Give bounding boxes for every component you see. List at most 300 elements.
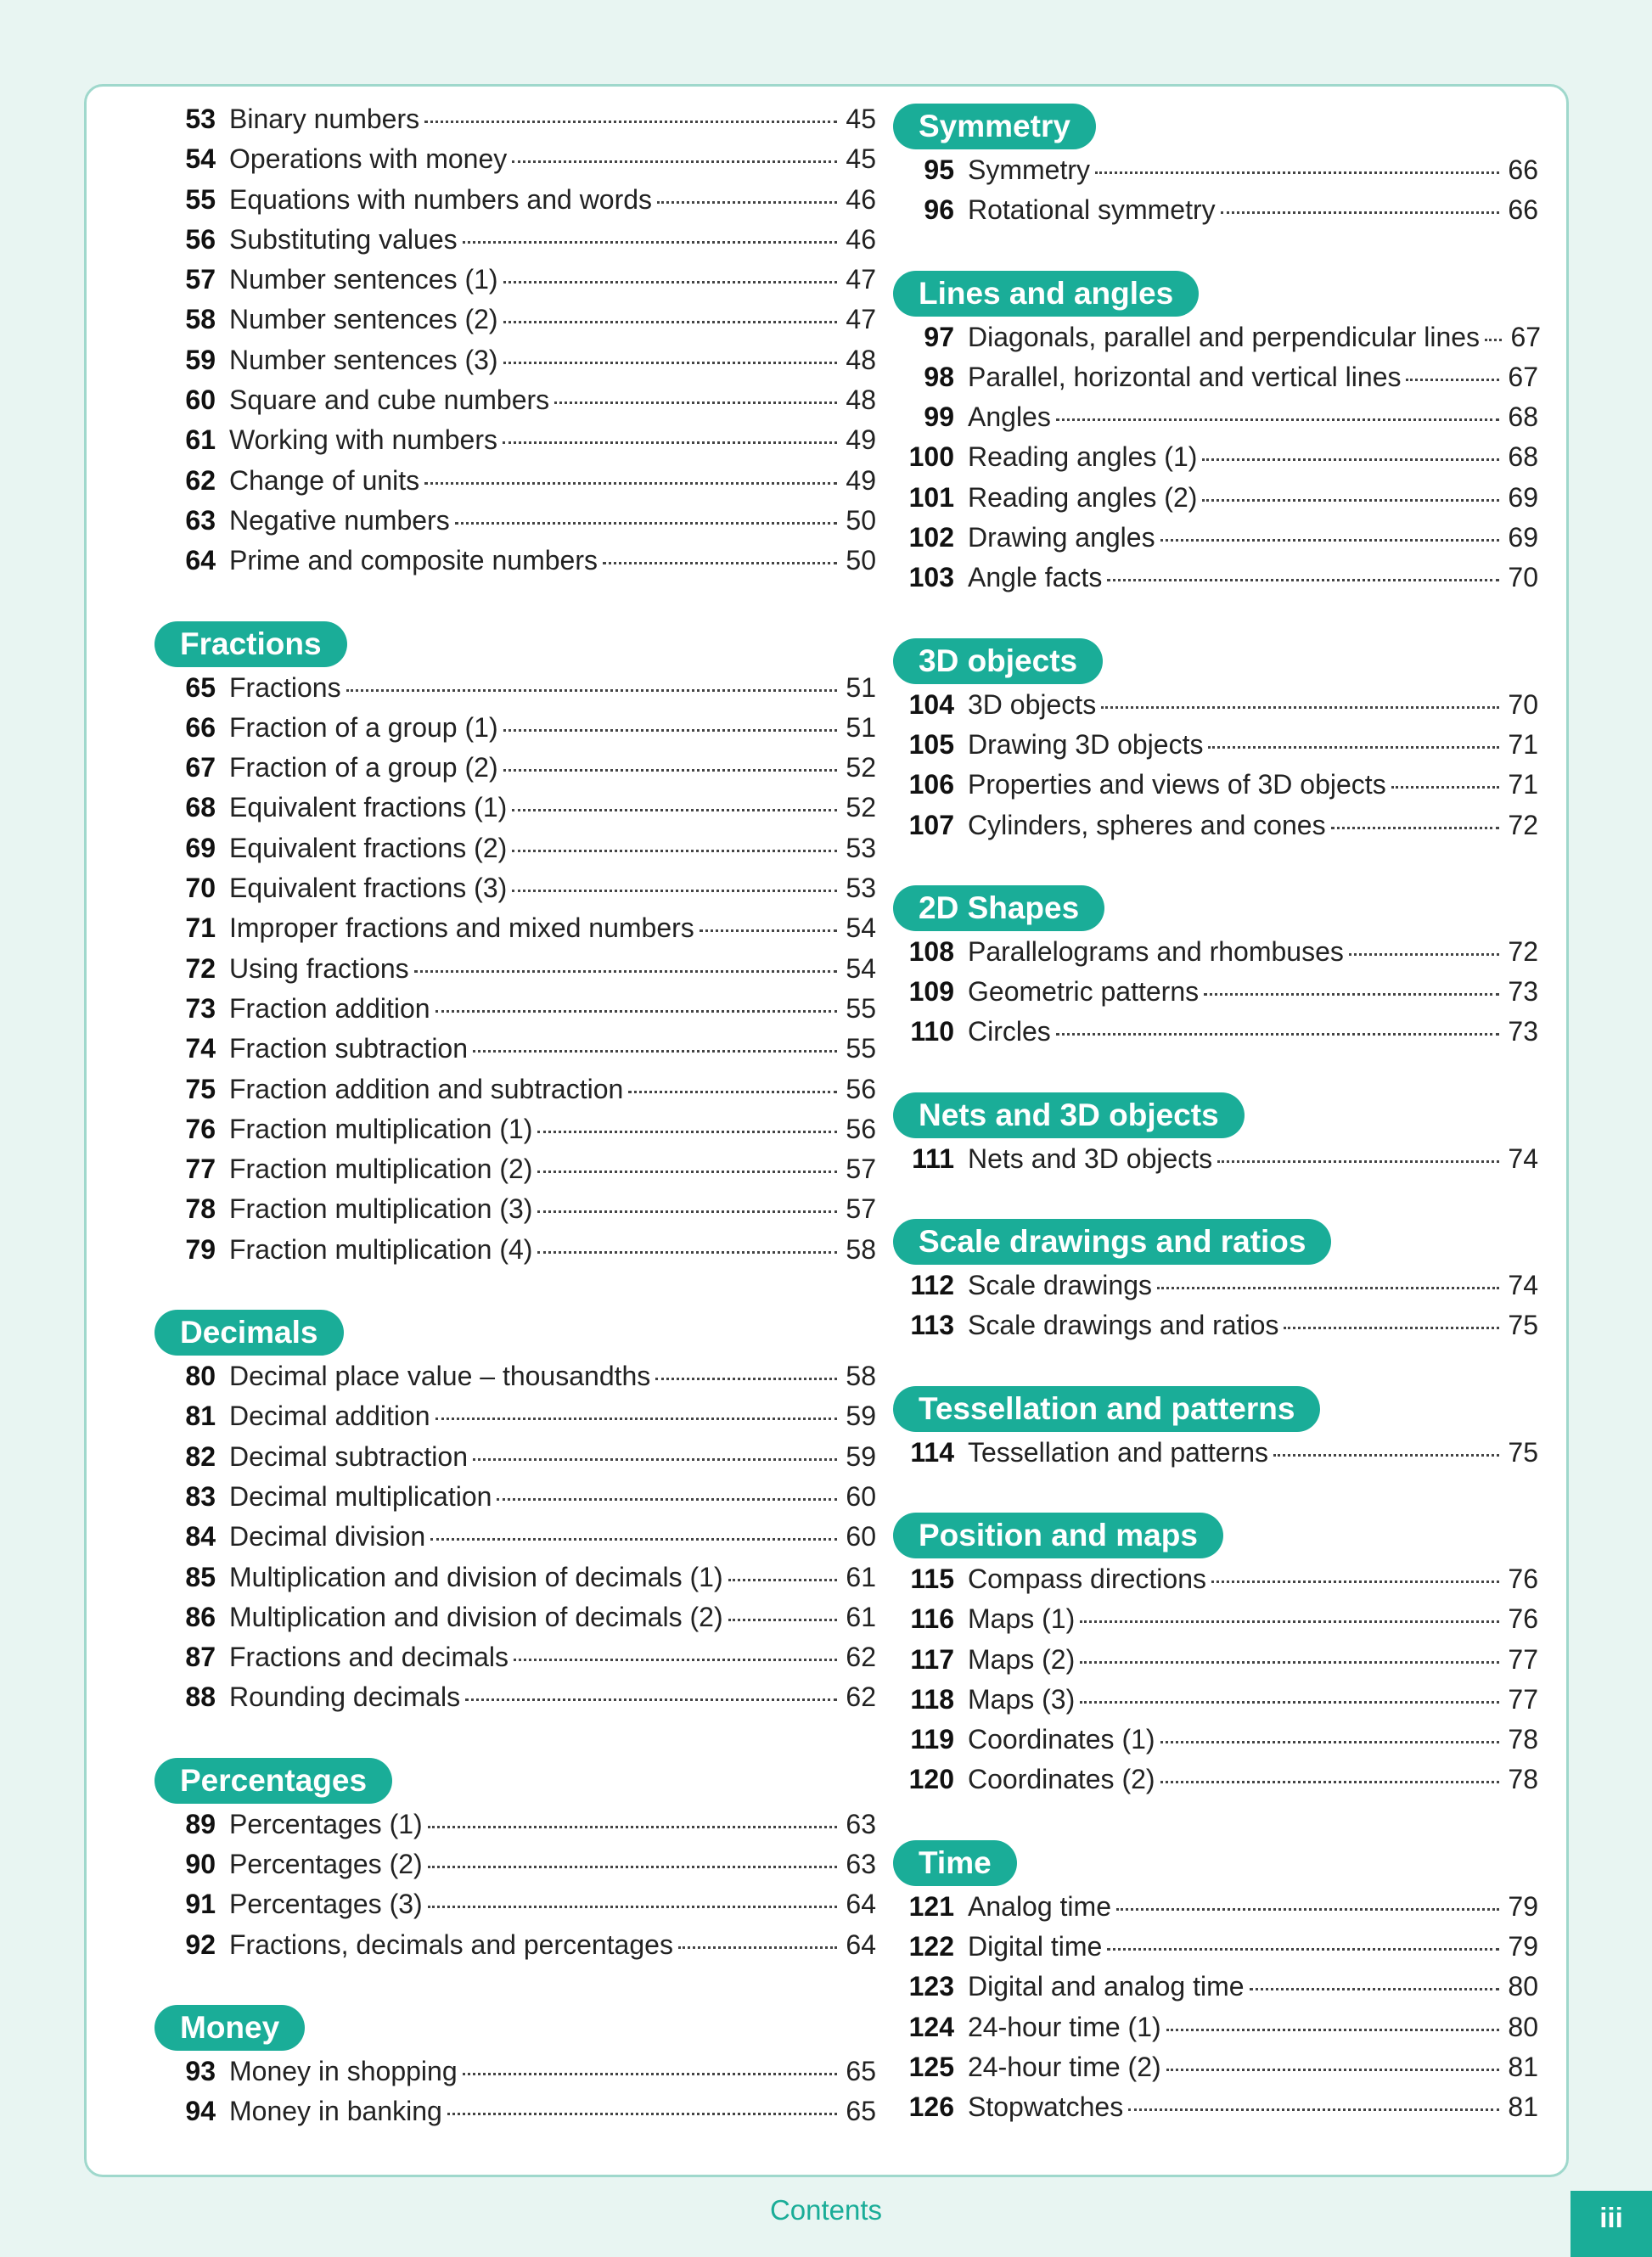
dot-leader [503,729,837,732]
dot-leader [1080,1701,1499,1704]
toc-entry [893,154,1538,194]
entry-number: 103 [908,562,954,593]
toc-entry [893,1437,1538,1477]
toc-entry [893,482,1538,522]
toc-entry [155,752,876,792]
entry-page: 64 [846,1929,876,1960]
section [155,1310,876,1722]
dot-leader [512,890,837,892]
toc-entry [893,1764,1538,1804]
entry-page: 80 [1508,2011,1538,2042]
section [893,1219,1538,1350]
entry-title: Number sentences (1) [229,264,498,295]
entry-page: 55 [846,992,876,1024]
entry-number: 90 [185,1848,216,1879]
section-heading: Time [893,1840,1017,1886]
entry-number: 119 [910,1724,954,1755]
toc-entry [893,1310,1538,1350]
entry-page: 71 [1508,728,1538,760]
entry-title: Decimal division [229,1521,426,1552]
toc-entry [893,1270,1538,1310]
dot-leader [428,1826,837,1828]
entry-title: Stopwatches [968,2091,1124,2123]
entry-number: 66 [185,711,216,743]
section [893,885,1538,1057]
entry-title: Substituting values [229,223,458,255]
entry-number: 60 [185,385,216,416]
entry-title: Number sentences (3) [229,344,498,375]
entry-page: 56 [846,1073,876,1104]
entry-title: Decimal subtraction [229,1440,468,1472]
dot-leader [512,160,837,163]
toc-entry [155,792,876,832]
dot-leader [678,1946,837,1949]
section [893,271,1542,603]
entry-title: Fractions [229,671,341,703]
toc-entry [893,729,1538,769]
entry-number: 61 [185,424,216,456]
toc-entry [893,1143,1538,1183]
entry-number: 67 [185,752,216,783]
entry-page: 50 [846,504,876,536]
toc-entry [155,1401,876,1440]
dot-leader [1056,1033,1499,1036]
dot-leader [503,441,837,444]
entry-number: 91 [185,1889,216,1920]
dot-leader [435,1418,837,1420]
entry-number: 71 [185,912,216,944]
entry-number: 70 [185,873,216,904]
dot-leader [514,1659,837,1661]
entry-title: Equivalent fractions (3) [229,873,508,904]
dot-leader [657,201,837,204]
entry-number: 89 [185,1808,216,1839]
entry-number: 83 [185,1480,216,1512]
toc-entry [155,1809,876,1849]
toc-entry [893,1971,1538,2011]
entry-number: 86 [185,1601,216,1632]
entry-number: 54 [185,143,216,175]
entry-title: Fraction of a group (1) [229,711,498,743]
entry-title: Angle facts [968,562,1103,593]
entry-page: 68 [1508,401,1538,433]
toc-entry [893,1931,1538,1971]
entry-title: Fraction multiplication (3) [229,1193,533,1225]
entry-page: 56 [846,1113,876,1144]
entry-number: 64 [185,545,216,576]
dot-leader [1107,579,1499,581]
page-number-tab: iii [1571,2191,1652,2257]
toc-entry [155,1441,876,1481]
entry-title: Multiplication and division of decimals (2) [229,1601,723,1632]
entry-page: 77 [1508,1683,1538,1715]
entry-page: 49 [846,424,876,456]
entry-title: Circles [968,1016,1051,1047]
dot-leader [497,1498,837,1501]
entry-title: Parallelograms and rhombuses [968,935,1344,967]
entry-title: Parallel, horizontal and vertical lines [968,361,1402,392]
dot-leader [430,1538,837,1541]
entry-page: 58 [846,1233,876,1265]
entry-title: Digital time [968,1931,1103,1962]
toc-entry [155,224,876,264]
toc-entry [155,1849,876,1889]
entry-page: 65 [846,2096,876,2127]
entry-title: Rounding decimals [229,1682,461,1713]
dot-leader [537,1251,837,1254]
toc-entry [155,1033,876,1073]
entry-number: 125 [908,2051,954,2082]
entry-number: 100 [908,441,954,473]
entry-page: 47 [846,304,876,335]
entry-page: 51 [846,711,876,743]
entry-page: 54 [846,952,876,984]
entry-number: 65 [185,671,216,703]
section [893,1092,1538,1183]
entry-number: 92 [185,1929,216,1960]
entry-title: Maps (3) [968,1683,1076,1715]
toc-entry [155,833,876,873]
entry-title: Angles [968,401,1051,433]
toc-entry [155,1193,876,1233]
toc-entry [893,2091,1538,2131]
dot-leader [1273,1454,1499,1457]
entry-page: 47 [846,264,876,295]
entry-number: 106 [908,769,954,800]
entry-number: 63 [185,504,216,536]
entry-page: 66 [1508,194,1538,226]
entry-page: 81 [1508,2051,1538,2082]
entry-page: 81 [1508,2091,1538,2123]
dot-leader [1166,2069,1499,2071]
entry-number: 120 [908,1764,954,1795]
toc-entry [893,2052,1538,2091]
dot-leader [447,2113,837,2115]
entry-title: Improper fractions and mixed numbers [229,912,694,944]
entry-page: 59 [846,1401,876,1432]
dot-leader [628,1091,837,1093]
dot-leader [1160,1781,1499,1783]
toc-entry [893,1603,1538,1643]
toc-entry [155,1114,876,1154]
entry-title: Percentages (1) [229,1808,423,1839]
toc-entry [155,104,876,143]
toc-entry [893,689,1538,729]
entry-number: 82 [185,1440,216,1472]
entry-page: 79 [1508,1890,1538,1922]
entry-number: 88 [185,1682,216,1713]
dot-leader [1202,499,1499,502]
dot-leader [473,1458,837,1461]
entry-page: 48 [846,344,876,375]
entry-page: 74 [1508,1143,1538,1174]
entry-title: Symmetry [968,154,1090,185]
entry-title: Compass directions [968,1563,1206,1594]
entry-page: 72 [1508,935,1538,967]
toc-entry [155,465,876,505]
entry-page: 73 [1508,1016,1538,1047]
entry-page: 46 [846,183,876,215]
entry-page: 59 [846,1440,876,1472]
entry-number: 73 [185,992,216,1024]
entry-page: 70 [1508,688,1538,720]
entry-number: 116 [910,1603,954,1635]
entry-title: Money in shopping [229,2055,458,2086]
entry-page: 52 [846,792,876,823]
dot-leader [537,1210,837,1213]
entry-page: 63 [846,1848,876,1879]
entry-title: Nets and 3D objects [968,1143,1213,1174]
entry-page: 58 [846,1361,876,1392]
entry-title: Fraction multiplication (4) [229,1233,533,1265]
entry-page: 52 [846,752,876,783]
entry-page: 46 [846,223,876,255]
entry-page: 67 [1510,321,1542,352]
dot-leader [1391,786,1499,789]
toc-entry [155,993,876,1033]
toc-entry [155,1642,876,1682]
toc-entry [155,1929,876,1969]
entry-number: 102 [908,522,954,553]
toc-entry [893,522,1538,562]
toc-entry [893,1891,1538,1931]
entry-title: 3D objects [968,688,1097,720]
entry-number: 74 [185,1033,216,1064]
entry-number: 124 [908,2011,954,2042]
toc-entry [893,810,1538,850]
dot-leader [503,321,837,323]
entry-number: 87 [185,1642,216,1673]
entry-page: 54 [846,912,876,944]
entry-number: 95 [924,154,954,185]
toc-entry [155,1889,876,1929]
entry-number: 121 [908,1890,954,1922]
entry-title: Percentages (2) [229,1848,423,1879]
toc-entry [155,1521,876,1561]
section [893,638,1538,850]
dot-leader [655,1378,837,1380]
entry-title: Scale drawings [968,1270,1152,1301]
dot-leader [512,850,837,852]
entry-title: Fraction of a group (2) [229,752,498,783]
entry-title: Tessellation and patterns [968,1436,1268,1468]
toc-entry [155,2056,876,2096]
entry-number: 81 [185,1401,216,1432]
dot-leader [1406,379,1499,381]
entry-page: 78 [1508,1724,1538,1755]
toc-entry [893,1564,1538,1603]
toc-entry [155,672,876,712]
entry-title: Fractions and decimals [229,1642,509,1673]
section [155,104,876,586]
entry-page: 53 [846,873,876,904]
toc-entry [155,953,876,993]
entry-page: 57 [846,1193,876,1225]
entry-page: 78 [1508,1764,1538,1795]
entry-page: 69 [1508,481,1538,513]
entry-title: 24-hour time (1) [968,2011,1161,2042]
toc-entry [893,1644,1538,1684]
entry-page: 49 [846,464,876,496]
entry-title: Equivalent fractions (1) [229,792,508,823]
dot-leader [1211,1580,1499,1583]
toc-entry [155,873,876,912]
dot-leader [537,1131,837,1133]
entry-page: 75 [1508,1310,1538,1341]
entry-number: 122 [908,1931,954,1962]
entry-page: 62 [846,1682,876,1713]
entry-number: 126 [908,2091,954,2123]
entry-page: 75 [1508,1436,1538,1468]
entry-page: 73 [1508,976,1538,1008]
dot-leader [1080,1661,1499,1664]
entry-number: 113 [910,1310,954,1341]
entry-page: 68 [1508,441,1538,473]
entry-page: 48 [846,385,876,416]
entry-number: 111 [912,1143,954,1174]
entry-number: 80 [185,1361,216,1392]
entry-title: Geometric patterns [968,976,1200,1008]
entry-number: 108 [908,935,954,967]
entry-title: Scale drawings and ratios [968,1310,1279,1341]
entry-number: 57 [185,264,216,295]
dot-leader [473,1050,837,1053]
dot-leader [503,281,837,284]
entry-number: 117 [910,1643,954,1675]
entry-number: 93 [185,2055,216,2086]
section-heading: Lines and angles [893,271,1199,317]
dot-leader [435,1010,837,1013]
contents-column-left [155,104,876,2136]
entry-title: Analog time [968,1890,1111,1922]
contents-column-right [893,104,1542,2132]
entry-title: Maps (2) [968,1643,1076,1675]
entry-title: Rotational symmetry [968,194,1216,226]
toc-entry [155,143,876,183]
section-heading: 3D objects [893,638,1103,684]
dot-leader [512,809,837,811]
toc-entry [155,1361,876,1401]
dot-leader [1221,211,1499,214]
dot-leader [1101,706,1499,709]
dot-leader [603,562,837,564]
section-heading: Fractions [155,621,347,667]
entry-title: Reading angles (2) [968,481,1198,513]
entry-page: 61 [846,1561,876,1592]
dot-leader [463,241,837,244]
entry-number: 96 [924,194,954,226]
entry-title: Fraction multiplication (2) [229,1154,533,1185]
contents-panel [84,84,1569,2177]
toc-entry [155,505,876,545]
entry-title: Coordinates (2) [968,1764,1155,1795]
dot-leader [1331,827,1499,829]
entry-number: 99 [924,401,954,433]
dot-leader [1202,458,1499,461]
entry-page: 63 [846,1808,876,1839]
toc-entry [155,424,876,464]
section [155,2005,876,2136]
entry-number: 107 [908,809,954,840]
toc-entry [893,936,1538,976]
entry-number: 79 [185,1233,216,1265]
entry-title: Multiplication and division of decimals (1) [229,1561,723,1592]
toc-entry [893,1684,1538,1724]
section-heading: Scale drawings and ratios [893,1219,1331,1265]
toc-entry [893,769,1538,809]
entry-title: Negative numbers [229,504,450,536]
section [893,1386,1538,1477]
toc-entry [155,1154,876,1193]
entry-page: 65 [846,2055,876,2086]
dot-leader [1349,953,1499,956]
entry-page: 60 [846,1480,876,1512]
entry-number: 77 [185,1154,216,1185]
entry-page: 67 [1508,361,1538,392]
entry-title: Drawing 3D objects [968,728,1204,760]
entry-page: 50 [846,545,876,576]
dot-leader [728,1619,837,1621]
entry-number: 98 [924,361,954,392]
section [893,1840,1538,2132]
dot-leader [1056,418,1499,421]
entry-title: Fraction subtraction [229,1033,469,1064]
entry-number: 112 [910,1270,954,1301]
section-heading: Nets and 3D objects [893,1092,1245,1138]
dot-leader [1116,1908,1499,1911]
entry-title: Square and cube numbers [229,385,550,416]
entry-number: 75 [185,1073,216,1104]
entry-number: 114 [910,1436,954,1468]
entry-number: 78 [185,1193,216,1225]
entry-title: Using fractions [229,952,409,984]
dot-leader [455,522,837,525]
toc-entry [155,1602,876,1642]
entry-title: Operations with money [229,143,508,175]
footer-label: Contents [769,2194,883,2226]
entry-number: 59 [185,344,216,375]
entry-title: Coordinates (1) [968,1724,1155,1755]
entry-number: 69 [185,832,216,863]
entry-title: Decimal multiplication [229,1480,492,1512]
entry-page: 66 [1508,154,1538,185]
entry-page: 51 [846,671,876,703]
entry-number: 72 [185,952,216,984]
section-heading: Position and maps [893,1513,1223,1558]
dot-leader [1160,539,1499,542]
entry-title: Properties and views of 3D objects [968,769,1386,800]
toc-entry [155,2096,876,2136]
entry-number: 68 [185,792,216,823]
entry-title: Prime and composite numbers [229,545,598,576]
entry-page: 76 [1508,1563,1538,1594]
dot-leader [503,769,837,772]
entry-title: Digital and analog time [968,1971,1245,2002]
section [893,104,1538,235]
toc-entry [893,1724,1538,1764]
toc-entry [155,1562,876,1602]
toc-entry [155,1481,876,1521]
dot-leader [414,970,837,973]
entry-title: Drawing angles [968,522,1155,553]
entry-page: 45 [846,143,876,175]
dot-leader [1208,746,1499,749]
entry-page: 71 [1508,769,1538,800]
dot-leader [424,482,837,485]
dot-leader [1217,1160,1499,1163]
section [155,1758,876,1969]
toc-entry [893,1016,1538,1056]
